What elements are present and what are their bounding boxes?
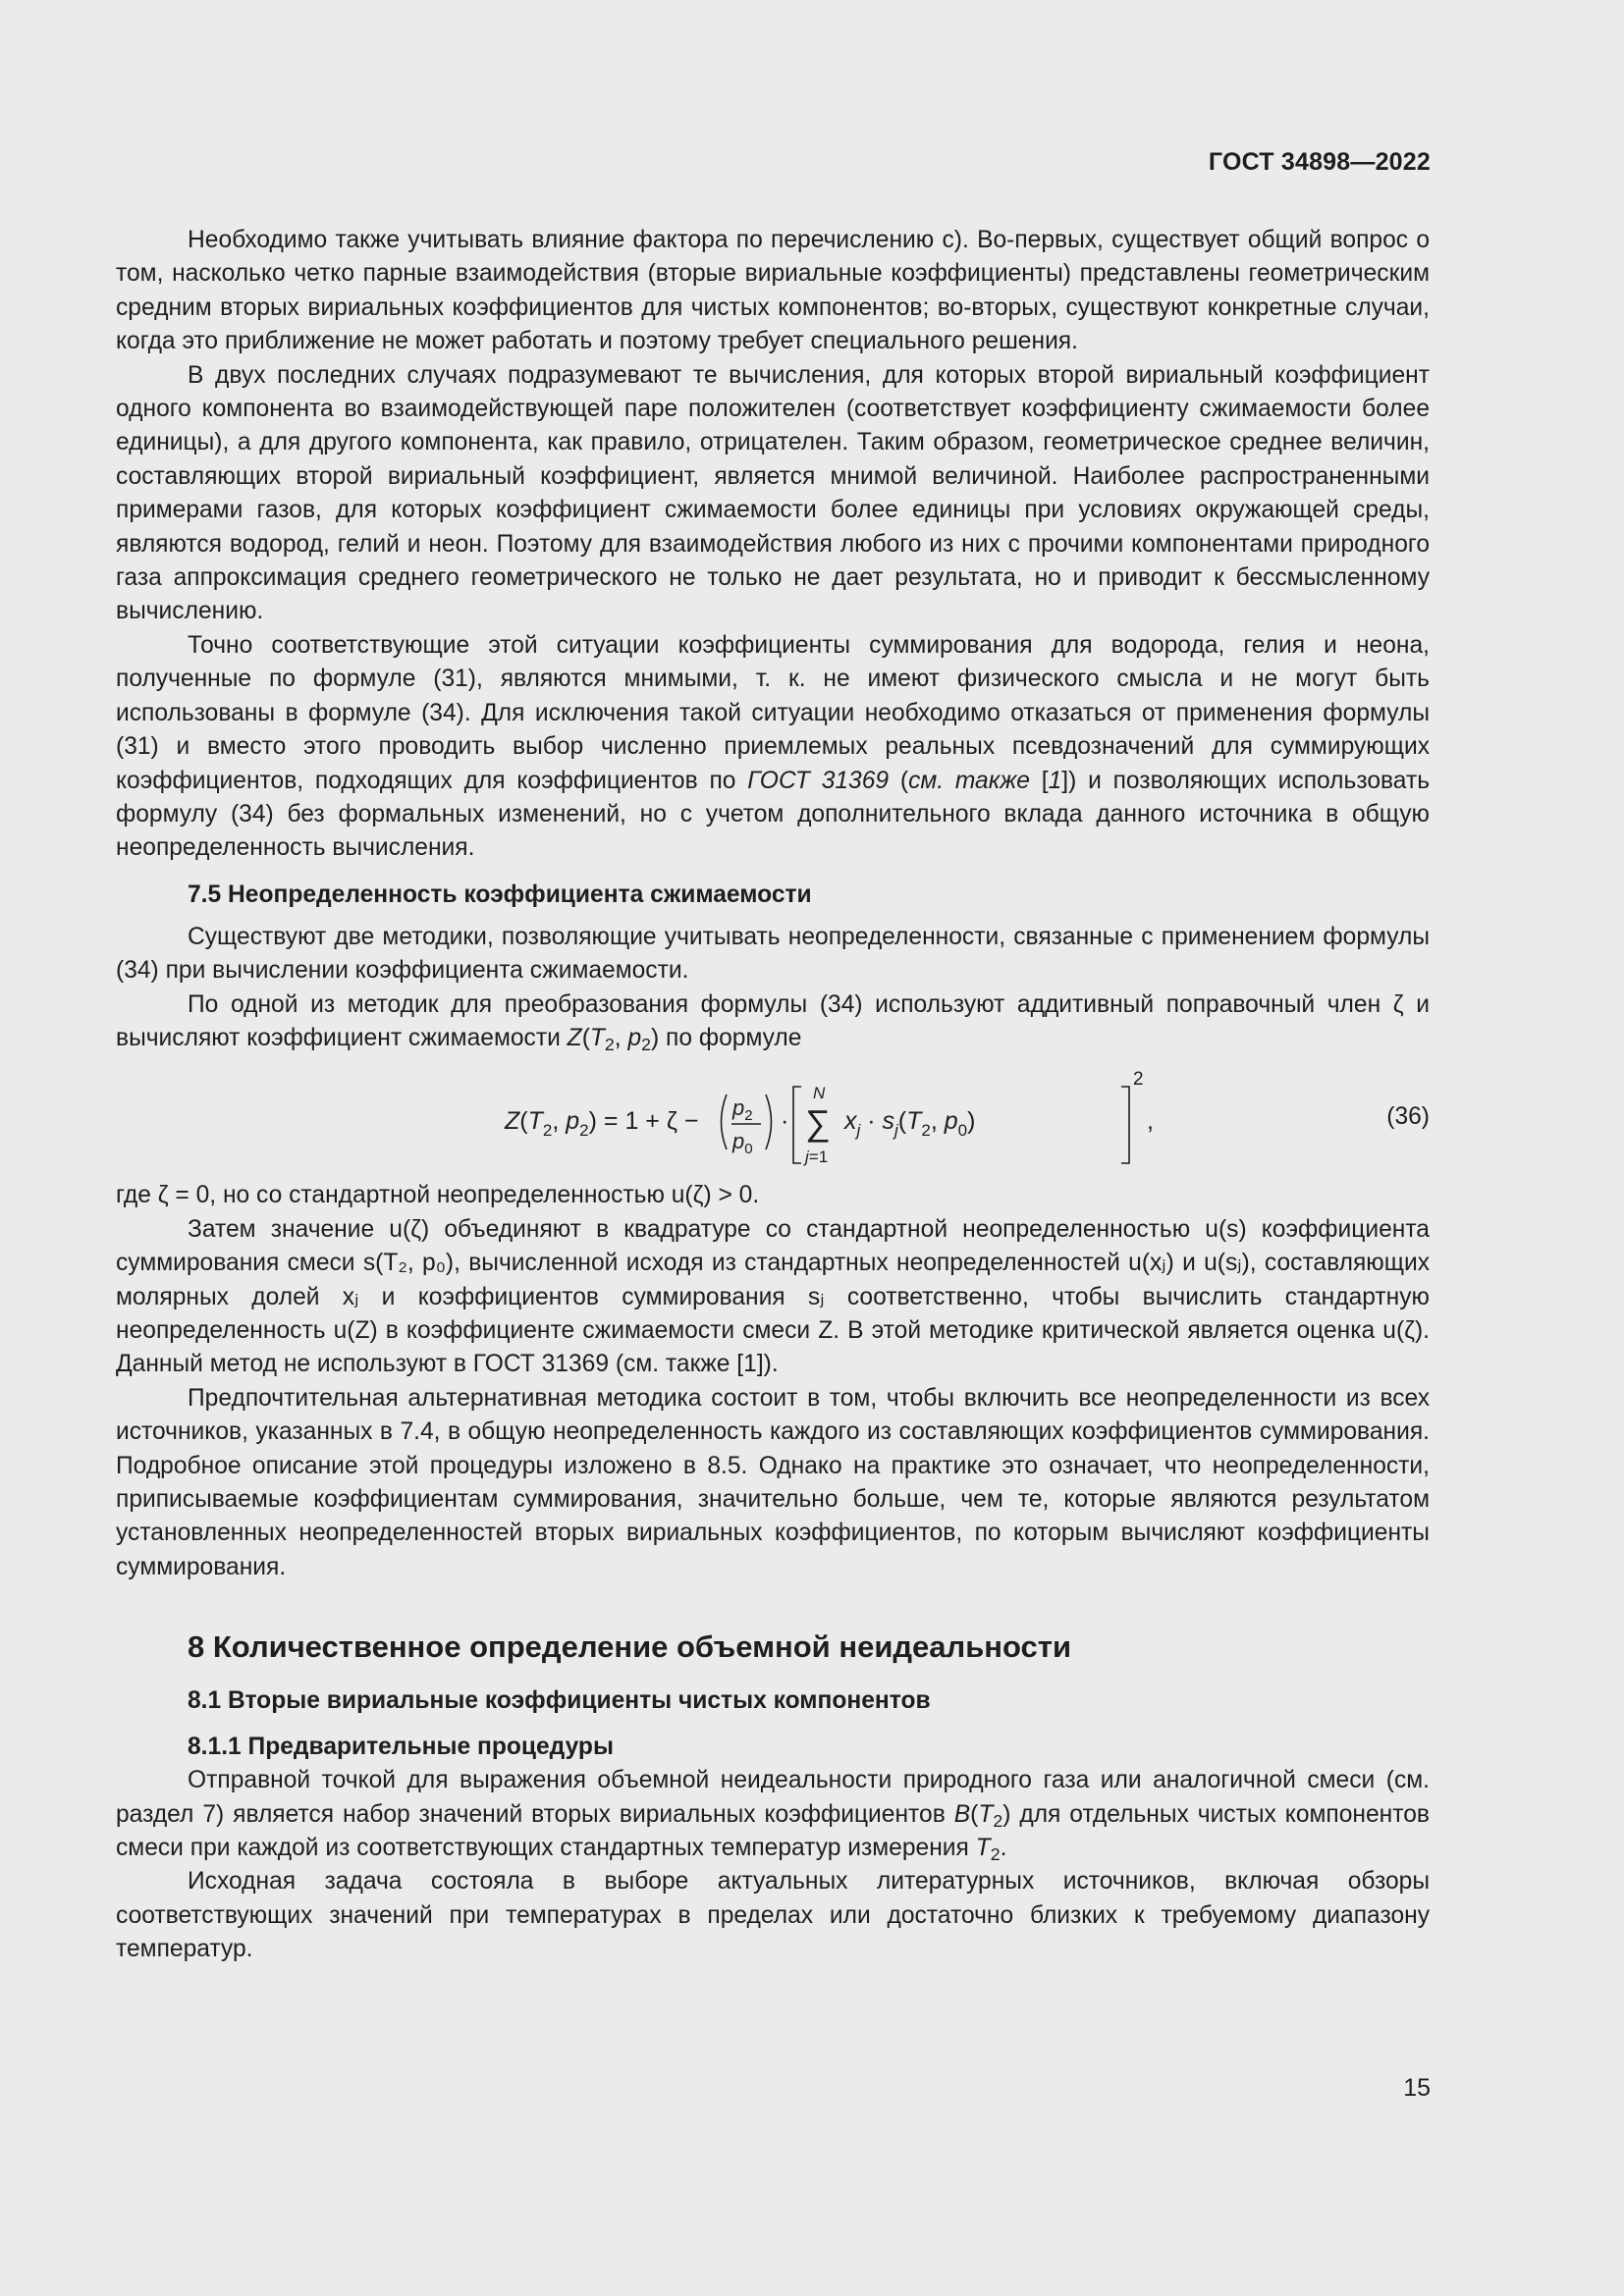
paragraph: По одной из методик для преобразования формулы (34) используют аддитивный поправочный член ζ и вычисляют коэффициент сжимаемости $Z(T_2$, $p_2$) по формуле: [116, 990, 1430, 1054]
formula-exponent: 2: [1133, 1069, 1144, 1091]
page-number: 15: [1403, 2074, 1431, 2102]
fraction-denominator: $p_0$: [732, 1129, 753, 1158]
subsection-title-8-1-1: 8.1.1 Предварительные процедуры: [188, 1734, 614, 1761]
paragraph: Затем значение u(ζ) объединяют в квадратуре со стандартной неопределенностью u(s) коэффициента суммирования смеси s(T₂, p₀), вычисленной исходя из стандартных неопределенностей u(xⱼ) и u(sⱼ), составляющих молярных долей xⱼ и коэффициентов суммирования sⱼ соответственно, чтобы вычислить стандартную неопределенность u(Z) в коэффициенте сжимаемости смеси Z. В этой методике критической является оценка u(ζ). Данный метод не используют в ГОСТ 31369 (см. также [1]).: [116, 1215, 1430, 1378]
equation-number: (36): [1386, 1103, 1430, 1131]
sum-body: $x_j \cdot s_j(T_2$, $p_0$): [844, 1107, 976, 1141]
paragraph: Отправной точкой для выражения объемной неидеальности природного газа или аналогичной смеси (см. раздел 7) является набор значений вторых вириальных коэффициентов $B(T_2)$ для отдельных чистых компонентов смеси при каждой из соответствующих стандартных температур измерения $T_2$.: [116, 1767, 1430, 1864]
paragraph: Необходимо также учитывать влияние фактора по перечислению с). Во-первых, существует общий вопрос о том, насколько четко парные взаимодействия (вторые вириальные коэффициенты) представлены геометрическим средним вторых вириальных коэффициентов для чистых компонентов; во-вторых, существуют конкретные случаи, когда это приближение не может работать и поэтому требует специального решения.: [116, 227, 1430, 355]
paragraph: Существуют две методики, позволяющие учитывать неопределенности, связанные с применением формулы (34) при вычислении коэффициента сжимаемости.: [116, 923, 1430, 985]
paragraph: В двух последних случаях подразумевают те вычисления, для которых второй вириальный коэффициент одного компонента во взаимодействующей паре положителен (соответствует коэффициенту сжимаемости более единицы), а для другого компонента, как правило, отрицателен. Таким образом, геометрическое среднее величин, составляющих второй вириальный коэффициент, является мнимой величиной. Наиболее распространенными примерами газов, для которых коэффициент сжимаемости более единицы при условиях окружающей среды, являются водород, гелий и неон. Поэтому для взаимодействия любого из них с прочими компонентами природного газа аппроксимация среднего геометрического не только не дает результата, но и приводит к бессмысленному вычислению.: [116, 361, 1430, 625]
multiply-dot: ·: [781, 1107, 789, 1136]
sum-lower-limit: j=1: [805, 1148, 829, 1167]
left-paren: [722, 1095, 728, 1149]
section-title-8: 8 Количественное определение объемной неидеальности: [188, 1629, 1072, 1665]
formula-lhs: $Z(T_2$, $p_2) = 1 + \zeta$ −: [505, 1107, 699, 1141]
paragraph: Точно соответствующие этой ситуации коэффициенты суммирования для водорода, гелия и неона, полученные по формуле (31), являются мнимыми, т. к. не имеют физического смысла и не могут быть использованы в формуле (34). Для исключения такой ситуации необходимо отказаться от применения формулы (31) и вместо этого проводить выбор численно приемлемых реальных псевдозначений для суммирующих коэффициентов, подходящих для коэффициентов по ГОСТ 31369 (см. также [1]) и позволяющих использовать формулу (34) без формальных изменений, но с учетом дополнительного вклада данного источника в общую неопределенность вычисления.: [116, 631, 1431, 862]
page-content: [116, 224, 1430, 1967]
formula-graphic: [116, 1065, 1430, 1175]
sum-upper-limit: N: [813, 1084, 826, 1103]
bibliography-reference: 1: [1048, 767, 1062, 794]
sum-sign: ∑: [805, 1102, 831, 1144]
paragraph: Предпочтительная альтернативная методика состоит в том, чтобы включить все неопределенности из всех источников, указанных в 7.4, в общую неопределенность каждого из составляющих коэффициентов суммирования. Подробное описание этой процедуры изложено в 8.5. Однако на практике это означает, что неопределенности, приписываемые коэффициентам суммирования, значительно больше, чем те, которые являются результатом установленных неопределенностей вторых вириальных коэффициентов, по которым вычисляют коэффициенты суммирования.: [116, 1384, 1430, 1580]
paragraph: где ζ = 0, но со стандартной неопределенностью u(ζ) > 0.: [116, 1182, 760, 1209]
formula-36: [116, 1065, 1430, 1175]
paragraph: Исходная задача состояла в выборе актуальных литературных источников, включая обзоры соответствующих значений при температурах в пределах или достаточно близких к требуемому диапазону температур.: [116, 1868, 1430, 1963]
subsection-title-8-1: 8.1 Вторые вириальные коэффициенты чистых компонентов: [188, 1687, 931, 1715]
subsection-title-7-5: 7.5 Неопределенность коэффициента сжимаемости: [188, 881, 812, 908]
left-bracket: [793, 1087, 801, 1163]
right-bracket: [1121, 1087, 1129, 1163]
standard-reference: ГОСТ 31369: [747, 767, 890, 794]
document-code-header: ГОСТ 34898—2022: [1208, 148, 1431, 176]
right-paren: [766, 1095, 772, 1149]
fraction-numerator: $p_2$: [732, 1095, 753, 1125]
svg-text:,: ,: [1147, 1107, 1154, 1136]
